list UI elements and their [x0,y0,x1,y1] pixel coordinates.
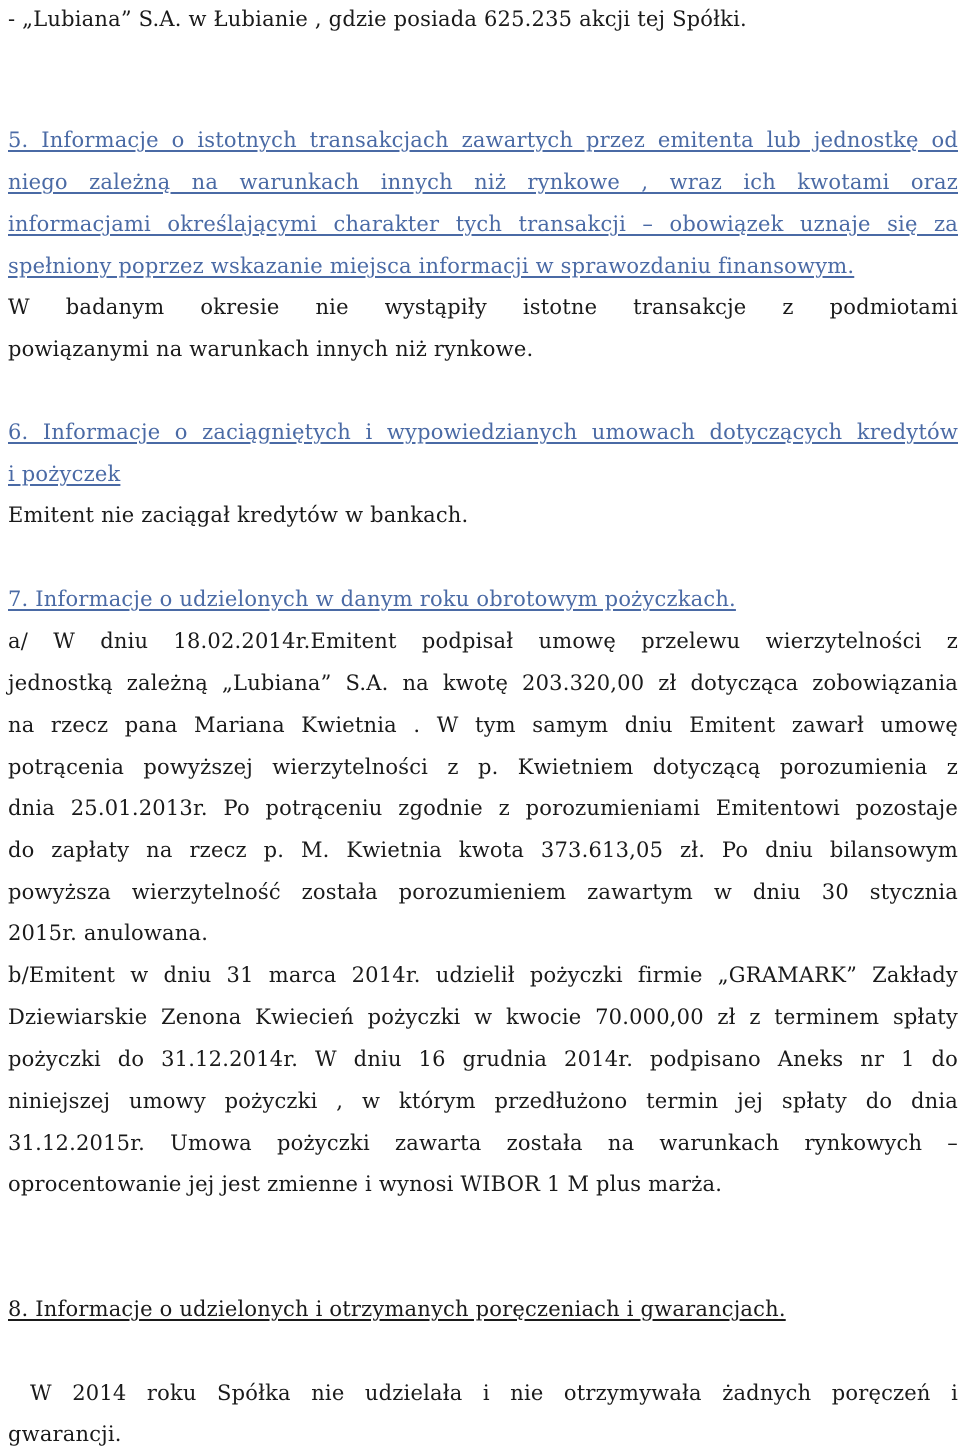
section-7-body-line-4: potrącenia powyższej wierzytelności z p. Kwietniem dotyczącą porozumienia z [8,755,958,779]
section-7-body-line-14: oprocentowanie jej jest zmienne i wynosi WIBOR 1 M plus marża. [8,1172,723,1196]
section-7-body-line-12: niniejszej umowy pożyczki , w którym przedłużono termin jej spłaty do dnia [8,1089,958,1113]
section-6-heading-line-2: i pożyczek [8,462,121,486]
section-7-body-line-11: pożyczki do 31.12.2014r. W dniu 16 grudnia 2014r. podpisano Aneks nr 1 do [8,1047,958,1071]
section-8-body-line-1: W 2014 roku Spółka nie udzielała i nie otrzymywała żadnych poręczeń i [30,1381,958,1405]
section-7-body-line-10: Dziewiarskie Zenona Kwiecień pożyczki w kwocie 70.000,00 zł z terminem spłaty [8,1005,958,1029]
section-6-body: Emitent nie zaciągał kredytów w bankach. [8,503,469,527]
section-7-body-line-5: dnia 25.01.2013r. Po potrąceniu zgodnie z porozumieniami Emitentowi pozostaje [8,796,958,820]
section-7-body-line-2: jednostką zależną „Lubiana” S.A. na kwotę 203.320,00 zł dotycząca zobowiązania [8,671,958,695]
section-7-body-line-9: b/Emitent w dniu 31 marca 2014r. udzielił pożyczki firmie „GRAMARK” Zakłady [8,963,958,987]
section-6-heading-line-1: 6. Informacje o zaciągniętych i wypowiedzianych umowach dotyczących kredytów [8,420,958,444]
section-7-body-line-8: 2015r. anulowana. [8,921,209,945]
section-7-body-line-6: do zapłaty na rzecz p. M. Kwietnia kwota 373.613,05 zł. Po dniu bilansowym [8,838,958,862]
section-7-body-line-7: powyższa wierzytelność została porozumieniem zawartym w dniu 30 stycznia [8,880,958,904]
section-5-body-line-2: powiązanymi na warunkach innych niż rynkowe. [8,337,534,361]
section-8-body-line-2: gwarancji. [8,1422,122,1446]
section-8-heading: 8. Informacje o udzielonych i otrzymanych poręczeniach i gwarancjach. [8,1297,786,1321]
section-7-heading: 7. Informacje o udzielonych w danym roku obrotowym pożyczkach. [8,587,736,611]
section-5-heading-line-4: spełniony poprzez wskazanie miejsca informacji w sprawozdaniu finansowym. [8,254,855,278]
section-5-heading-line-2: niego zależną na warunkach innych niż rynkowe , wraz ich kwotami oraz [8,170,958,194]
section-7-body-line-1: a/ W dniu 18.02.2014r.Emitent podpisał umowę przelewu wierzytelności z [8,629,958,653]
section-5-body-line-1: W badanym okresie nie wystąpiły istotne transakcje z podmiotami [8,295,958,319]
section-5-heading-line-3: informacjami określającymi charakter tych transakcji – obowiązek uznaje się za [8,212,958,236]
section-7-body-line-13: 31.12.2015r. Umowa pożyczki zawarta została na warunkach rynkowych – [8,1131,958,1155]
shareholding-line: - „Lubiana” S.A. w Łubianie , gdzie posiada 625.235 akcji tej Spółki. [8,7,747,31]
section-7-body-line-3: na rzecz pana Mariana Kwietnia . W tym samym dniu Emitent zawarł umowę [8,713,958,737]
section-5-heading-line-1: 5. Informacje o istotnych transakcjach zawartych przez emitenta lub jednostkę od [8,128,958,152]
